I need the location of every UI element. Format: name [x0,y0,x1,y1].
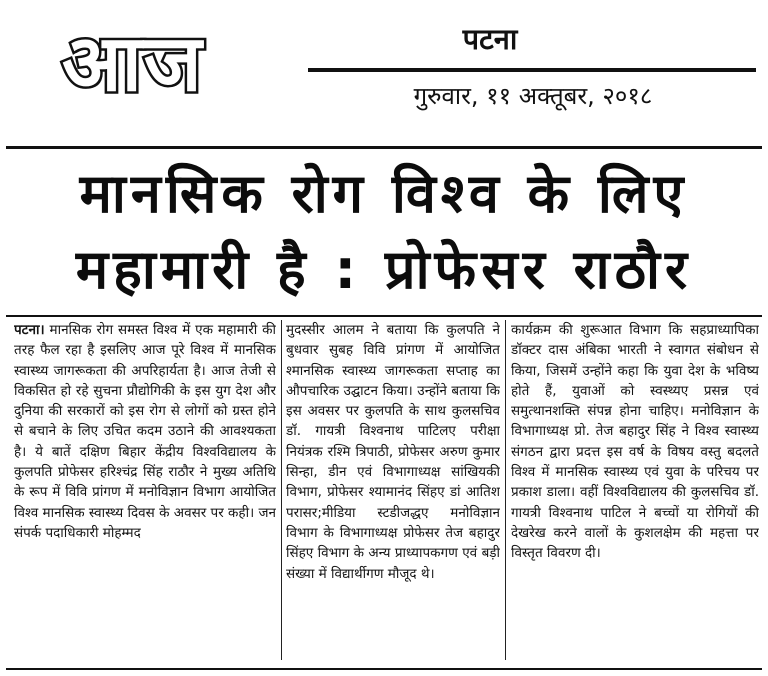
column-divider-1 [281,320,282,660]
headline-bottom-rule [6,315,762,317]
headline-line-1: मानसिक रोग विश्व के लिए [79,162,689,225]
edition-city: पटना [462,22,518,56]
article-column-3 [511,320,759,665]
headline [8,156,760,308]
edition-date: गुरुवार, ११ अक्तूबर, २०१८ [413,82,653,110]
masthead-logo: आज [62,19,204,109]
article-column-1-text: मानसिक रोग समस्त विश्व में एक महामारी की तरह फैल रहा है इसलिए आज पूरे विश्व में मानसिक स्वास्थ्य जागरूकता की अपरिहार्यता है। आज तेजी से विकसित हो रहे सुचना प्रौद्योगिकी के इस युग देश और दुनिया की सरकारों को इस रोग से लोगों को ग्रस्त होने से बचाने के लिए उचित कदम उठाने की आवश्यकता है। ये बातें दक्षिण बिहार केंद्रीय विश्वविद्यालय के कुलपति प्रोफेसर हरिश्चंद्र सिंह राठौर ने मुख्य अतिथि के रूप में विवि प्रांगण में मनोविज्ञान विभाग आयोजित विश्व मानसिक स्वास्थ्य दिवस के अवसर पर कही। जन संपर्क पदाधिकारी मोहम्मद [14,322,276,541]
headline-line-2: महामारी है : प्रोफेसर राठौर [75,238,693,301]
article-dateline: पटना। [14,322,45,338]
article-column-2 [286,320,500,665]
headline-top-rule [6,146,762,149]
article-column-1 [14,320,276,665]
article-column-2-text: मुदस्सीर आलम ने बताया कि कुलपति ने बुधवार सुबह विवि प्रांगण में आयोजित श्मानसिक स्वास्थ्य जागरूकता सप्ताह का औपचारिक उद्घाटन किया। उन्होंने बताया कि इस अवसर पर कुलपति के साथ कुलसचिव डॉ. गायत्री विश्वनाथ पाटिलए परीक्षा नियंत्रक रश्मि त्रिपाठी, प्रोफेसर अरुण कुमार सिन्हा, डीन एवं विभागाध्यक्ष सांखियकी विभाग, प्रोफेसर श्यामानंद सिंहए डां आतिश परासर;मीडिया स्टडीजद्धए मनोविज्ञान विभाग के विभागाध्यक्ष प्रोफेसर तेज बहादुर सिंहए विभाग के अन्य प्राध्यापकगण एवं बड़ी संख्या में विद्यार्थीगण मौजूद थे। [286,322,500,582]
column-divider-2 [505,320,506,660]
article-column-3-text: कार्यक्रम की शुरूआत विभाग कि सहप्राध्यापिका डॉक्टर दास अंबिका भारती ने स्वागत संबोधन से किया, जिसमें उन्होंने कहा कि युवा देश के भविष्य होते हैं, युवाओं को स्वस्थ्यए प्रसन्न एवं समुत्थानशक्ति संपन्न होना चाहिए। मनोविज्ञान के विभागाध्यक्ष प्रो. तेज बहादुर सिंह ने विश्व स्वास्थ्य संगठन द्वारा प्रदत्त इस वर्ष के विषय वस्तु बदलते विश्व में मानसिक स्वास्थ्य एवं युवा के परिचय पर प्रकाश डाला। वहीं विश्वविद्यालय की कुलसचिव डॉ. गायत्री विश्वनाथ पाटिल ने बच्चों या रोगियों की देखरेख करने वालों के कुशलक्षेम की महत्ता पर विस्तृत विवरण दी। [511,322,759,562]
masthead-rule [308,68,756,72]
article-bottom-rule [6,668,762,670]
